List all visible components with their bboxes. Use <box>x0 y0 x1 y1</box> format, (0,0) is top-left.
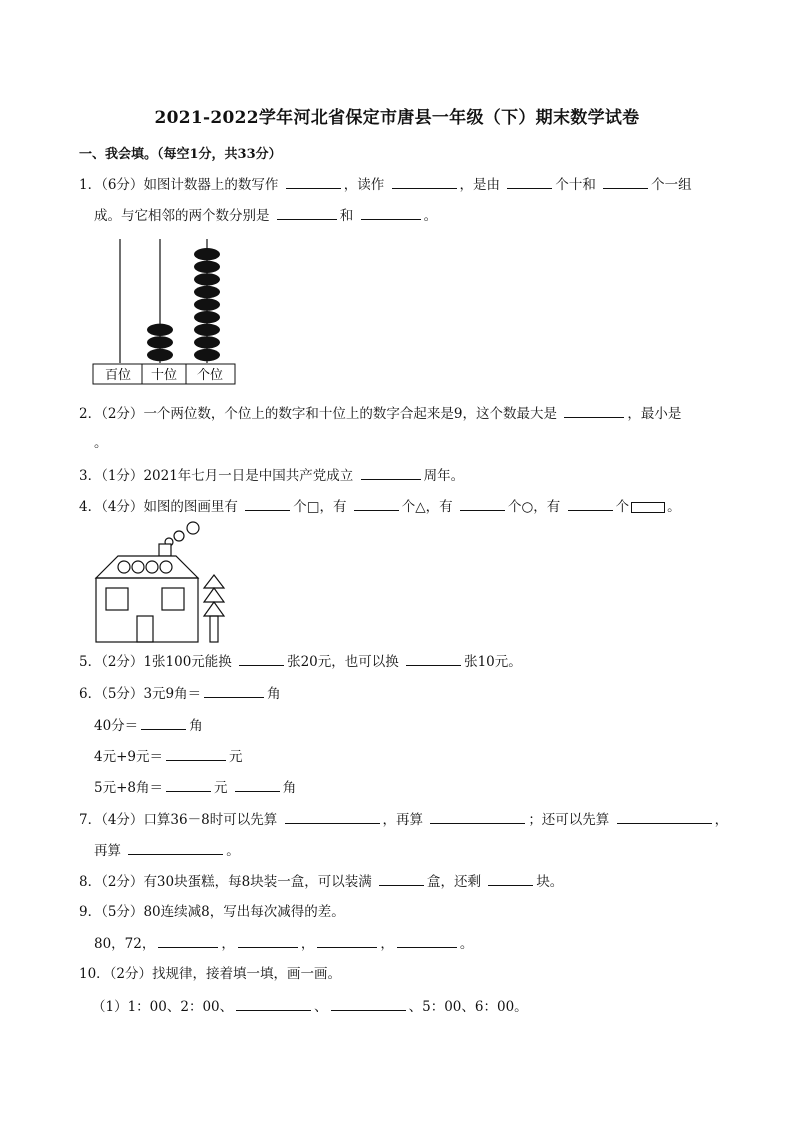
answer-blank[interactable] <box>361 466 421 480</box>
question-text: 个一组 <box>651 177 692 193</box>
answer-blank[interactable] <box>166 747 226 761</box>
question-text: ，读作 <box>343 177 385 193</box>
question-text: 张20元，也可以换 <box>287 654 399 670</box>
question-2-line-1 <box>79 404 681 423</box>
question-number: 3．（1分） <box>79 468 144 484</box>
abacus-bead <box>194 324 220 336</box>
question-4 <box>79 497 681 516</box>
tree-triangle <box>204 602 224 616</box>
tree-triangle <box>204 588 224 602</box>
answer-blank[interactable] <box>460 497 505 511</box>
question-text: 个△，有 <box>401 499 453 515</box>
abacus-bead <box>194 349 220 361</box>
separator: 。 <box>459 936 474 952</box>
answer-blank[interactable] <box>507 175 552 189</box>
question-text: ；还可以先算 <box>528 812 610 828</box>
question-7-line-2 <box>94 841 240 860</box>
answer-blank[interactable] <box>406 652 461 666</box>
abacus-beads-tens <box>147 324 173 362</box>
question-number: 4．（4分） <box>79 499 144 515</box>
abacus-bead <box>147 336 173 348</box>
abacus-beads-ones <box>194 248 220 361</box>
abacus-bead <box>194 298 220 310</box>
answer-blank[interactable] <box>238 934 298 948</box>
answer-blank[interactable] <box>235 778 280 792</box>
question-text: 再算 <box>94 843 121 859</box>
answer-blank[interactable] <box>397 934 457 948</box>
question-6-line-1 <box>79 684 281 703</box>
question-text: 2021年七月一日是中国共产党成立 <box>143 468 354 484</box>
question-7-line-1 <box>79 810 728 829</box>
question-9-line-2 <box>94 934 473 953</box>
abacus-label-tens: 十位 <box>150 368 178 383</box>
question-text: 。 <box>667 499 681 515</box>
smoke-circle <box>187 522 199 534</box>
question-text: 。 <box>423 208 438 224</box>
tree-triangle <box>204 575 224 588</box>
question-text: 有30块蛋糕，每8块装一盒，可以装满 <box>143 874 372 890</box>
question-number: 10．（2分） <box>79 966 153 982</box>
question-text: 盒，还剩 <box>427 874 482 890</box>
answer-blank[interactable] <box>331 997 406 1011</box>
question-text: 口算36－8时可以先算 <box>143 812 278 828</box>
page-title: 2021-2022学年河北省保定市唐县一年级（下）期末数学试卷 <box>154 108 640 128</box>
question-text: 个十和 <box>555 177 596 193</box>
question-text: 如图的图画里有 <box>143 499 238 515</box>
question-1-line-1 <box>79 175 692 194</box>
answer-blank[interactable] <box>236 997 311 1011</box>
answer-blank[interactable] <box>141 716 186 730</box>
answer-blank[interactable] <box>564 404 624 418</box>
question-9-line-1 <box>79 903 345 921</box>
smoke-circle <box>174 531 184 541</box>
answer-blank[interactable] <box>204 684 264 698</box>
question-text: 元 <box>214 780 228 796</box>
question-text: ， <box>714 812 729 828</box>
abacus-bead <box>194 261 220 273</box>
question-6-line-2 <box>94 716 203 735</box>
question-1-line-2 <box>94 206 437 225</box>
question-text: 角 <box>189 718 203 734</box>
question-text: 、5：00、6：00。 <box>408 999 528 1015</box>
question-text: 个 <box>615 499 630 515</box>
question-6-line-3 <box>94 747 243 766</box>
window-square <box>106 588 128 610</box>
door-rectangle <box>137 616 153 642</box>
question-number: 7．（4分） <box>79 812 144 828</box>
abacus-bead <box>194 311 220 323</box>
question-text: 80连续减8，写出每次减得的差。 <box>143 904 345 920</box>
question-text: 元 <box>229 749 243 765</box>
question-text: 成。与它相邻的两个数分别是 <box>94 208 270 224</box>
answer-blank[interactable] <box>568 497 613 511</box>
abacus-bead <box>147 324 173 336</box>
answer-blank[interactable] <box>286 175 341 189</box>
question-8 <box>79 872 563 891</box>
abacus-bead <box>147 349 173 361</box>
question-text: 如图计数器上的数写作 <box>143 177 279 193</box>
question-6-line-4 <box>94 778 296 797</box>
question-text: 块。 <box>536 874 564 890</box>
answer-blank[interactable] <box>354 497 399 511</box>
answer-blank[interactable] <box>317 934 377 948</box>
question-2-line-2: 。 <box>94 435 108 451</box>
answer-blank[interactable] <box>245 497 290 511</box>
question-number: 1．（6分） <box>79 177 144 193</box>
question-number: 9．（5分） <box>79 904 144 920</box>
roof-trapezoid <box>96 556 198 578</box>
separator: ， <box>221 936 235 952</box>
question-text: ，最小是 <box>627 406 682 422</box>
separator: 、 <box>314 999 328 1015</box>
question-text: 周年。 <box>423 468 465 484</box>
answer-blank[interactable] <box>239 652 284 666</box>
abacus-label-hundreds: 百位 <box>104 368 132 383</box>
separator: ， <box>300 936 315 952</box>
question-text: 个□，有 <box>293 499 347 515</box>
question-text: 找规律，接着填一填，画一画。 <box>152 966 342 982</box>
question-text: ，再算 <box>382 812 424 828</box>
question-text: 4元+9元＝ <box>94 749 163 765</box>
answer-blank[interactable] <box>488 872 533 886</box>
window-square <box>162 588 184 610</box>
question-text: 80，72， <box>94 936 156 952</box>
question-10-line-1 <box>79 965 341 983</box>
question-text: 一个两位数，个位上的数字和十位上的数字合起来是9，这个数最大是 <box>143 406 558 422</box>
question-number: 6．（5分） <box>79 686 144 702</box>
question-text: 。 <box>226 843 240 859</box>
question-3 <box>79 466 464 485</box>
abacus-label-ones: 个位 <box>196 368 224 383</box>
abacus-bead <box>194 336 220 348</box>
answer-blank[interactable] <box>277 206 337 220</box>
question-text: （1）1：00、2：00、 <box>92 999 234 1015</box>
question-number: 8．（2分） <box>79 874 144 890</box>
question-text: 个○，有 <box>507 499 561 515</box>
question-text: ，是由 <box>459 177 501 193</box>
question-text: 3元9角＝ <box>143 686 202 702</box>
abacus-bead <box>194 273 220 285</box>
question-number: 2．（2分） <box>79 406 144 422</box>
answer-blank[interactable] <box>392 175 457 189</box>
abacus-figure <box>90 235 240 387</box>
rectangle-shape-icon <box>631 502 665 513</box>
question-text: 5元+8角＝ <box>94 780 163 796</box>
question-text: 角 <box>267 686 281 702</box>
answer-blank[interactable] <box>361 206 421 220</box>
answer-blank[interactable] <box>617 810 712 824</box>
abacus-bead <box>194 286 220 298</box>
tree-trunk-rectangle <box>210 616 218 642</box>
answer-blank[interactable] <box>379 872 424 886</box>
question-10-line-2 <box>92 997 528 1016</box>
question-5 <box>79 652 522 671</box>
chimney-square <box>159 544 171 556</box>
question-number: 5．（2分） <box>79 654 144 670</box>
abacus-bead <box>194 248 220 260</box>
house-picture <box>92 518 232 646</box>
section-heading: 一、我会填。（每空1分，共33分） <box>79 147 282 162</box>
answer-blank[interactable] <box>128 841 223 855</box>
question-text: 40分＝ <box>94 718 139 734</box>
question-text: 张10元。 <box>464 654 522 670</box>
answer-blank[interactable] <box>285 810 380 824</box>
question-text: 和 <box>339 208 354 224</box>
answer-blank[interactable] <box>603 175 648 189</box>
separator: ， <box>380 936 394 952</box>
answer-blank[interactable] <box>166 778 211 792</box>
question-text: 1张100元能换 <box>143 654 232 670</box>
answer-blank[interactable] <box>430 810 525 824</box>
question-text: 角 <box>282 780 297 796</box>
answer-blank[interactable] <box>158 934 218 948</box>
